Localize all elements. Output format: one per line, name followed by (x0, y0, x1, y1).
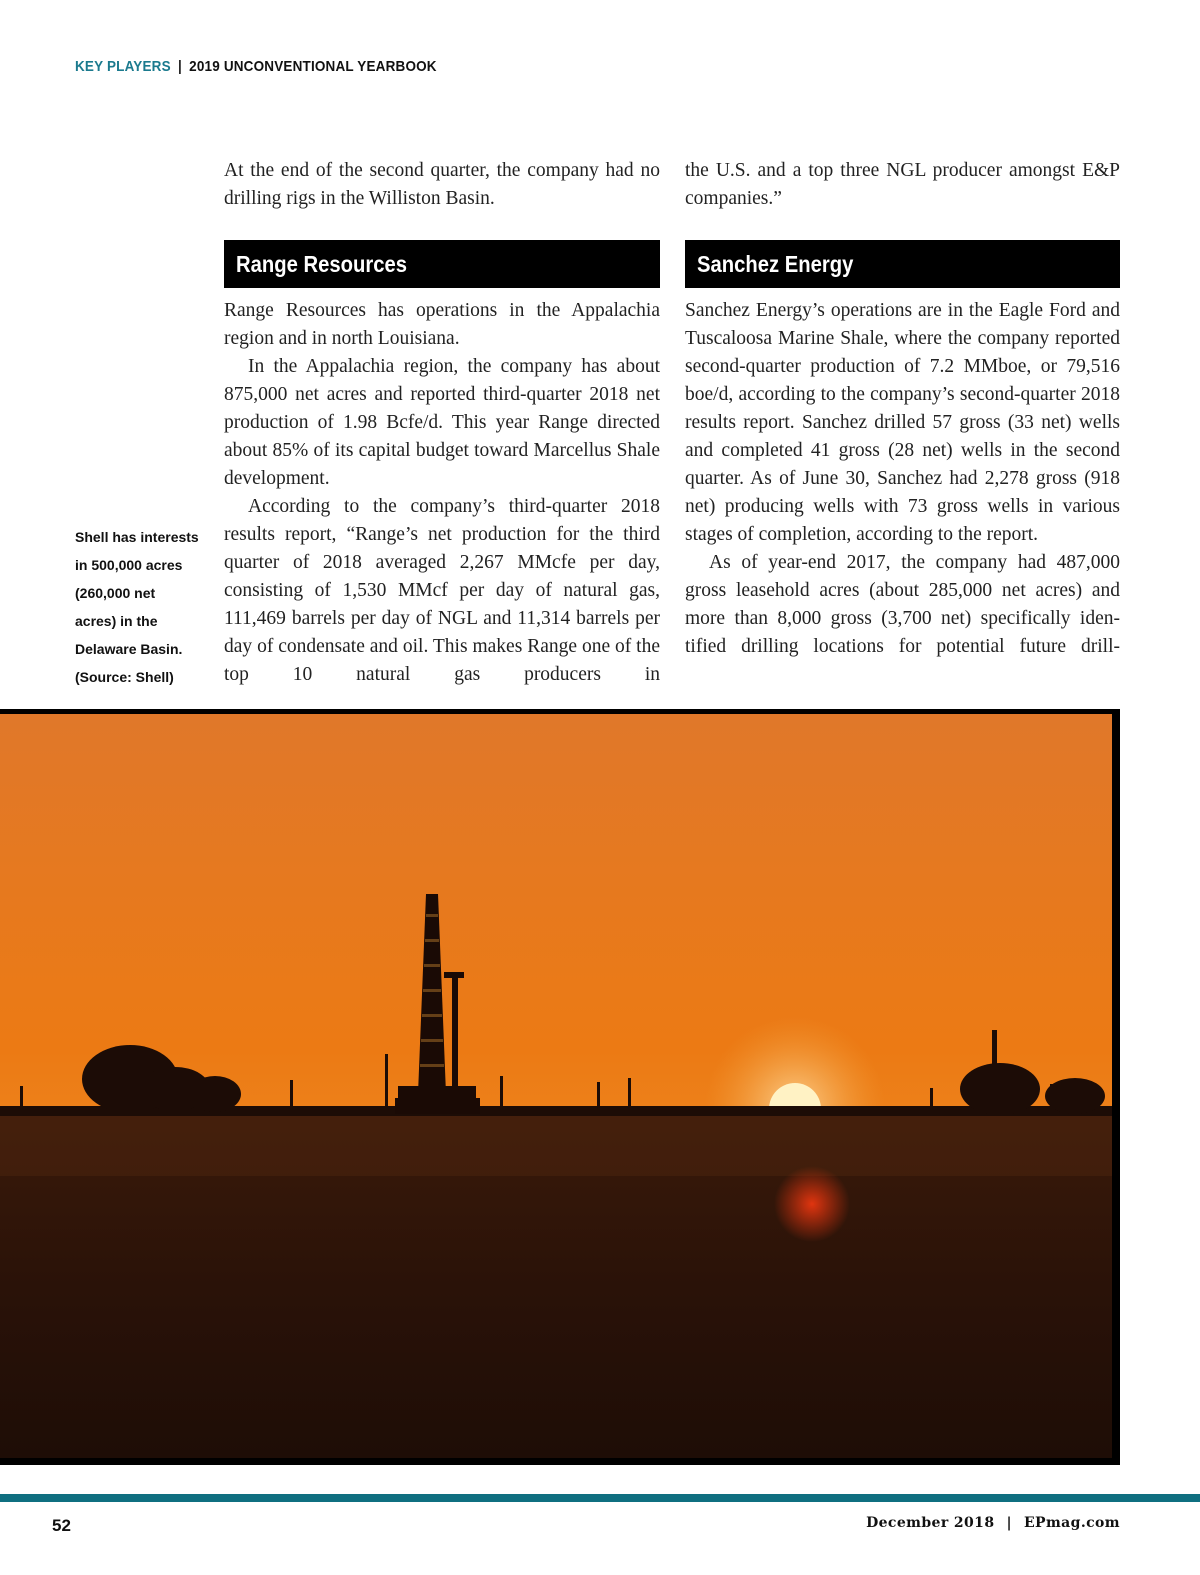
caption-line: Shell has interests (75, 529, 199, 545)
photo-caption (75, 523, 220, 691)
running-header (75, 58, 437, 75)
right-column-body (685, 297, 1120, 661)
caption-line: in 500,000 acres (75, 557, 183, 573)
header-separator: | (177, 58, 182, 75)
right-column-intro (685, 157, 1120, 213)
page-number: 52 (52, 1516, 71, 1535)
lens-flare (774, 1166, 850, 1242)
footer-separator: | (1006, 1515, 1012, 1531)
caption-line: (Source: Shell) (75, 669, 174, 685)
caption-line: acres) in the (75, 613, 158, 629)
body-paragraph: In the Appalachia region, the company has about 875,000 net acres and reported third-quarter 2018 net production of 1.98 Bcfe/d. This year Range directed about 85% of its capital budget toward Marcellus Shale development. (224, 356, 660, 489)
left-column-body (224, 297, 660, 689)
range-resources-heading (224, 240, 660, 288)
footer-bar (0, 1494, 1200, 1502)
range-resources-heading-text: Range Resources (236, 251, 407, 277)
issue-date: December 2018 (866, 1515, 995, 1531)
publication-title: 2019 UNCONVENTIONAL YEARBOOK (189, 58, 437, 75)
body-paragraph: As of year-end 2017, the company had 487,000 gross leasehold acres (about 285,000 net acres) and more than 8,000 gross (3,700 net) specifically identified drilling locations for potential future drill- (685, 552, 1120, 657)
body-paragraph: Sanchez Energy’s operations are in the Eagle Ford and Tuscaloosa Marine Shale, where the company reported second-quarter production of 7.2 MMboe, or 79,516 boe/d, according to the company’s second-quarter 2018 results report. Sanchez drilled 57 gross (33 net) wells and completed 41 gross (28 net) wells in the second quarter. As of June 30, Sanchez had 2,278 gross (918 net) producing wells with 73 gross wells in various stages of completion, according to the report. (685, 300, 1120, 545)
body-paragraph: According to the company’s third-quarter 2018 results report, “Range’s net production for the third quarter of 2018 averaged 2,267 MMcfe per day, consisting of 1,530 MMcf per day of natural gas, 111,469 barrels per day of NGL and 11,314 barrels per day of condensate and oil. This makes Range one of the top 10 natural gas producers in (224, 496, 660, 685)
right-intro-paragraph: the U.S. and a top three NGL producer amongst E&P companies.” (685, 160, 1120, 209)
drilling-rig-sunset-photo (0, 709, 1120, 1465)
caption-line: Delaware Basin. (75, 641, 183, 657)
body-paragraph: Range Resources has operations in the Appalachia region and in north Louisiana. (224, 300, 660, 349)
sanchez-energy-heading-text: Sanchez Energy (697, 251, 854, 277)
sanchez-energy-heading (685, 240, 1120, 288)
section-label: KEY PLAYERS (75, 58, 171, 75)
left-column-intro (224, 157, 660, 213)
footer-info (866, 1515, 1120, 1531)
sunset-scene (0, 714, 1112, 1458)
left-intro-paragraph: At the end of the second quarter, the company had no drilling rigs in the Williston Basin. (224, 160, 660, 209)
caption-line: (260,000 net (75, 585, 156, 601)
site-link[interactable]: EPmag.com (1023, 1515, 1120, 1531)
